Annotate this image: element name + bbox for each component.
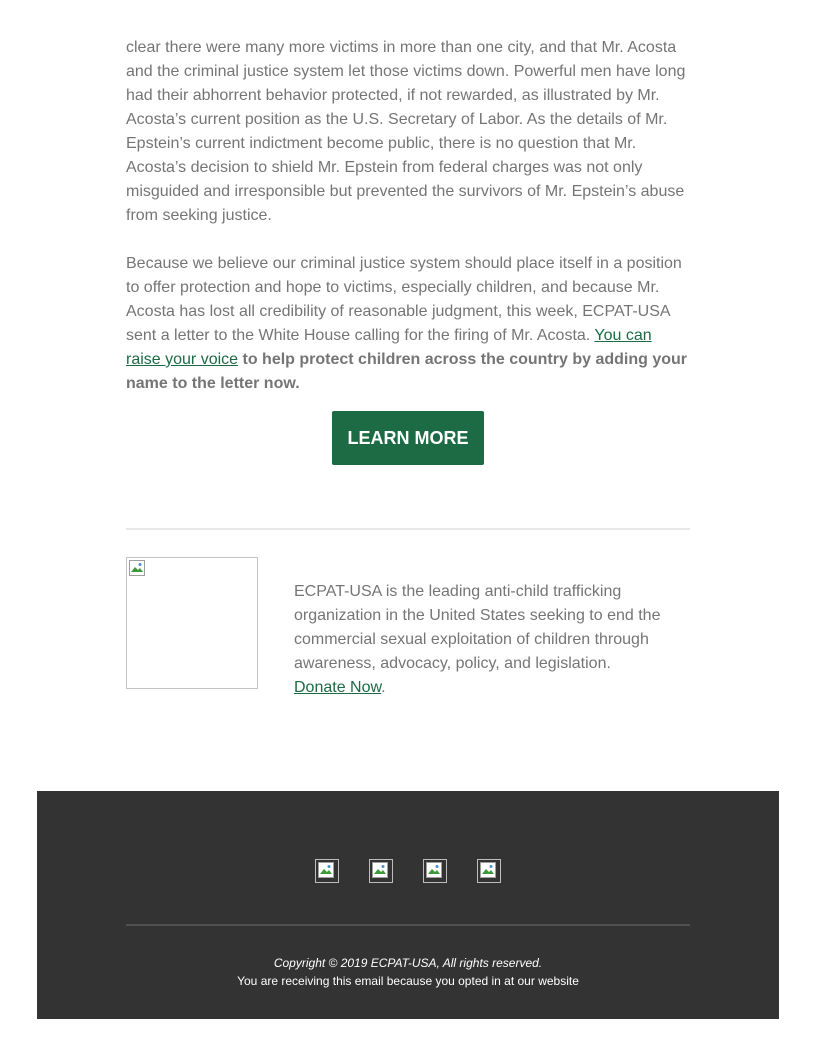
footer bbox=[37, 791, 779, 1019]
article-paragraph-1: clear there were many more victims in more than one city, and that Mr. Acosta and the criminal justice system let those victims down. Powerful men have long had their abhorrent behavior protected, if not rewarded, as illustrated by Mr. Acosta’s current position as the U.S. Secretary of Labor. As the details of Mr. Epstein’s current indictment become public, there is no question that Mr. Acosta’s decision to shield Mr. Epstein from federal charges was not only misguided and irresponsible but prevented the survivors of Mr. Epstein’s abuse from seeking justice. bbox=[126, 39, 686, 224]
social-icon-2[interactable] bbox=[369, 859, 393, 883]
broken-image-icon bbox=[426, 862, 442, 878]
learn-more-button[interactable]: LEARN MORE bbox=[332, 411, 484, 465]
donate-suffix: . bbox=[381, 679, 386, 696]
section-divider bbox=[126, 528, 690, 530]
social-icon-3[interactable] bbox=[423, 859, 447, 883]
footer-divider bbox=[126, 924, 690, 926]
cta-container bbox=[0, 411, 816, 465]
social-links bbox=[37, 859, 779, 883]
organization-logo-image bbox=[126, 557, 258, 689]
footer-legal bbox=[37, 954, 779, 990]
donate-now-link[interactable]: Donate Now bbox=[294, 679, 382, 696]
opt-in-notice: You are receiving this email because you opted in at our website bbox=[237, 974, 579, 988]
paragraph-2-bold-text: to help protect children across the country by adding your name to the letter now. bbox=[126, 351, 687, 392]
raise-your-voice-link[interactable]: You can raise your voice bbox=[126, 327, 652, 368]
broken-image-icon bbox=[372, 862, 388, 878]
broken-image-icon bbox=[480, 862, 496, 878]
broken-image-icon bbox=[129, 560, 145, 576]
social-icon-4[interactable] bbox=[477, 859, 501, 883]
about-section bbox=[294, 580, 690, 700]
article-paragraph-2 bbox=[126, 252, 690, 396]
paragraph-2-text: Because we believe our criminal justice system should place itself in a position to offer protection and hope to victims, especially children, and because Mr. Acosta has lost all credibility of reasonable judgment, this week, ECPAT-USA sent a letter to the White House calling for the firing of Mr. Acosta. bbox=[126, 255, 682, 344]
social-icon-1[interactable] bbox=[315, 859, 339, 883]
copyright-text: Copyright © 2019 ECPAT-USA, All rights reserved. bbox=[273, 956, 543, 970]
about-text: ECPAT-USA is the leading anti-child trafficking organization in the United States seeking to end the commercial sexual exploitation of children through awareness, advocacy, policy, and legislation. bbox=[294, 583, 661, 672]
article-body bbox=[126, 36, 690, 396]
broken-image-icon bbox=[318, 862, 334, 878]
